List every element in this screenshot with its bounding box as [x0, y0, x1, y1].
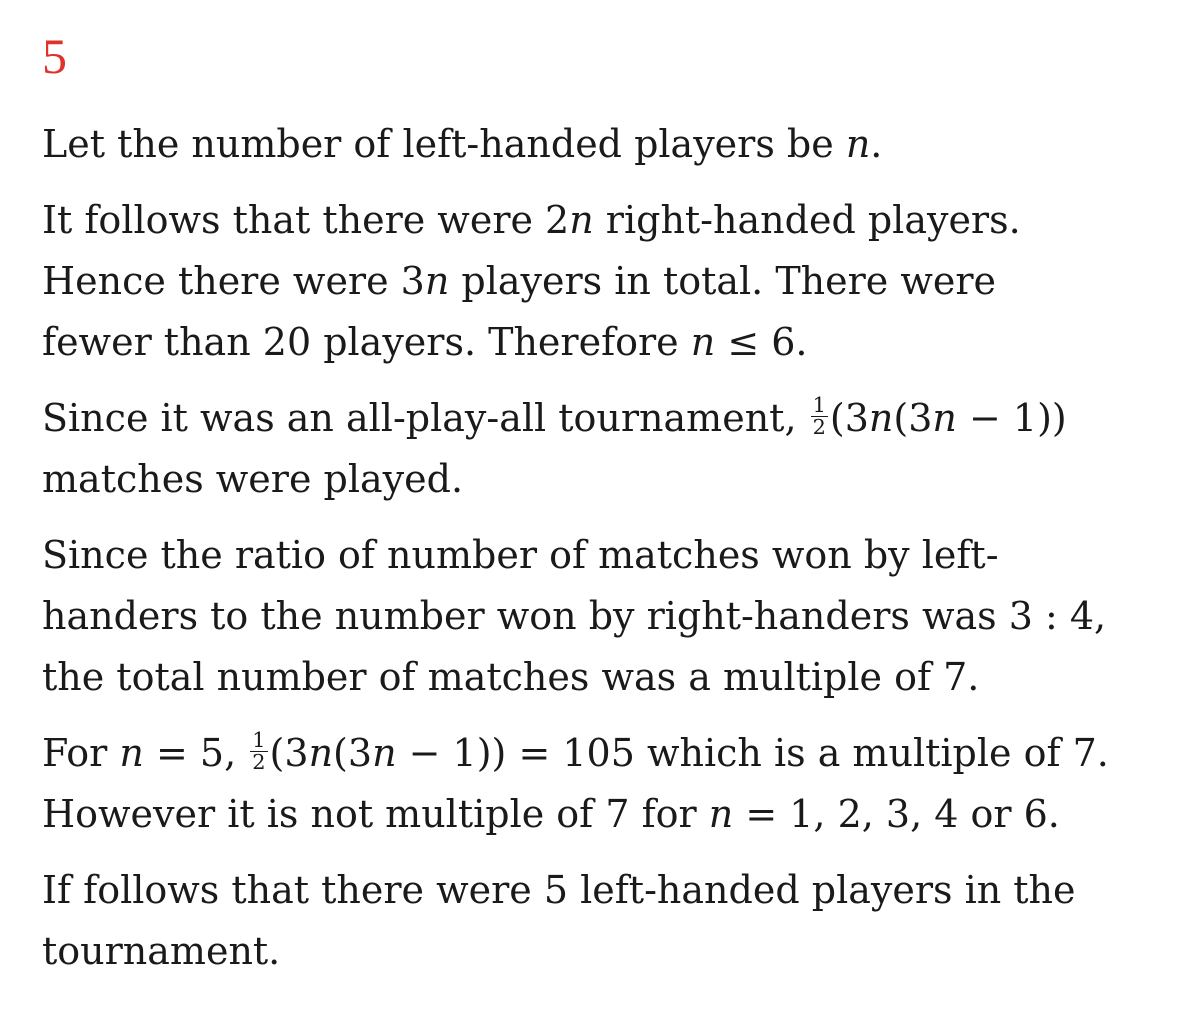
- paragraph-6-line-1: If follows that there were 5 left-handed players in the: [42, 868, 1076, 912]
- math-variable-n: n: [690, 320, 716, 364]
- math-variable-n: n: [845, 122, 871, 166]
- paragraph-6-line-2: tournament.: [42, 929, 281, 973]
- paragraph-5-line-2: [42, 784, 1182, 845]
- question-number: 5: [42, 28, 67, 84]
- paragraph-6: [42, 860, 1182, 982]
- math-variable-n: n: [708, 792, 734, 836]
- fraction-one-half: [250, 730, 267, 773]
- text: It follows that there were 2: [42, 198, 570, 242]
- text: (3: [829, 396, 869, 440]
- text: For: [42, 731, 120, 775]
- math-variable-n: n: [569, 198, 594, 242]
- math-variable-n: n: [424, 259, 450, 303]
- paragraph-1: [42, 114, 1182, 175]
- text: However it is not multiple of 7 for: [42, 792, 709, 836]
- math-variable-n: n: [932, 396, 957, 440]
- text: − 1)): [956, 396, 1067, 440]
- paragraph-3-line-2: matches were played.: [42, 457, 464, 501]
- text: .: [870, 122, 883, 166]
- text: − 1)) = 105 which is a multiple of 7.: [396, 731, 1109, 775]
- paragraph-2-line-2: [42, 251, 1182, 312]
- text: right-handed players.: [593, 198, 1021, 242]
- math-variable-n: n: [119, 731, 144, 775]
- math-variable-n: n: [308, 731, 334, 775]
- text: = 5,: [143, 731, 249, 775]
- text: Since it was an all-play-all tournament,: [42, 396, 809, 440]
- text: ≤ 6.: [715, 320, 808, 364]
- paragraph-2: [42, 190, 1182, 373]
- math-variable-n: n: [372, 731, 397, 775]
- fraction-numerator: 1: [812, 393, 826, 418]
- paragraph-1-line-1: [42, 114, 1182, 175]
- paragraph-3-line-1: [42, 388, 1182, 449]
- paragraph-5-line-1: [42, 723, 1182, 784]
- text: = 1, 2, 3, 4 or 6.: [733, 792, 1060, 836]
- fraction-numerator: 1: [252, 728, 266, 753]
- paragraph-4-line-2: handers to the number won by right-handers was 3 : 4,: [42, 594, 1107, 638]
- text: (3: [893, 396, 933, 440]
- paragraph-4-line-1: Since the ratio of number of matches won by left-: [42, 533, 999, 577]
- fraction-denominator: 2: [812, 415, 826, 440]
- paragraph-2-line-3: [42, 312, 1182, 373]
- text: (3: [333, 731, 373, 775]
- text: (3: [269, 731, 309, 775]
- text: players in total. There were: [449, 259, 997, 303]
- paragraph-5: [42, 723, 1182, 845]
- paragraph-3: [42, 388, 1182, 510]
- text: Let the number of left-handed players be: [42, 122, 846, 166]
- fraction-denominator: 2: [252, 750, 266, 775]
- paragraph-2-line-1: [42, 190, 1182, 251]
- text: Hence there were 3: [42, 259, 425, 303]
- solution-document: [42, 24, 1182, 997]
- paragraph-4-line-3: the total number of matches was a multiple of 7.: [42, 655, 980, 699]
- text: fewer than 20 players. Therefore: [42, 320, 691, 364]
- paragraph-4: [42, 525, 1182, 708]
- math-variable-n: n: [868, 396, 894, 440]
- fraction-one-half: [811, 395, 828, 438]
